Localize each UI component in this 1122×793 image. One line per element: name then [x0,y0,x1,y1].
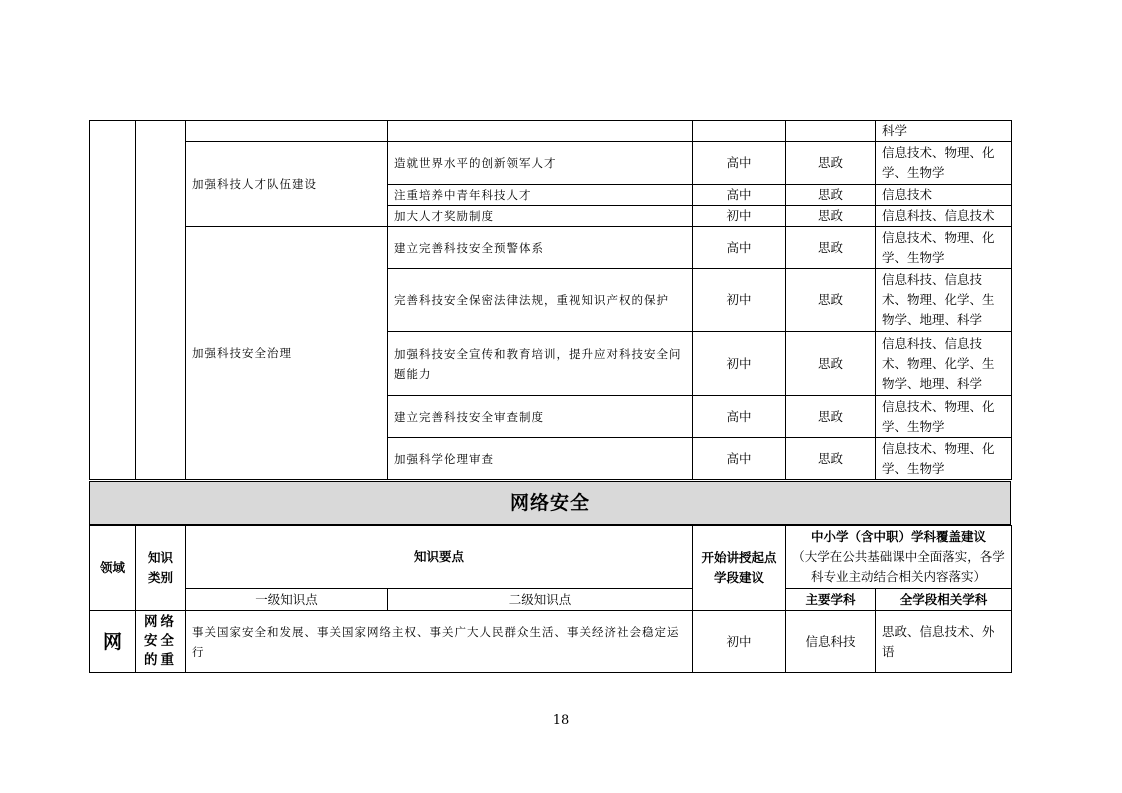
level1-cell: 加强科技安全治理 [186,227,388,480]
table-row [90,611,1012,673]
table-row [90,121,1012,142]
stage-cell: 高中 [693,185,786,206]
main-subject-cell: 思政 [786,142,876,185]
table-row [90,142,1012,185]
main-subject-cell [786,121,876,142]
header-all-subjects: 全学段相关学科 [876,589,1012,611]
main-subject-cell: 思政 [786,396,876,438]
header-stage: 开始讲授起点学段建议 [693,526,786,611]
all-subjects-cell: 信息技术、物理、化学、生物学 [876,396,1012,438]
knowledge-table-continued [89,120,1012,480]
all-subjects-cell: 信息科技、信息技术、物理、化学、生物学、地理、科学 [876,332,1012,396]
category-cell [136,121,186,480]
all-subjects-cell: 科学 [876,121,1012,142]
category-cell: 网络安全的重 [136,611,186,673]
stage-cell: 初中 [693,206,786,227]
all-subjects-cell: 信息技术、物理、化学、生物学 [876,142,1012,185]
section-title: 网络安全 [90,482,1011,525]
stage-cell: 初中 [693,269,786,332]
level1-cell: 加强科技人才队伍建设 [186,142,388,227]
all-subjects-cell: 信息科技、信息技术、物理、化学、生物学、地理、科学 [876,269,1012,332]
all-subjects-cell: 信息技术、物理、化学、生物学 [876,438,1012,480]
level2-cell: 加大人才奖励制度 [388,206,693,227]
header-category: 知识类别 [136,526,186,611]
domain-cell [90,121,136,480]
section-banner [89,481,1011,525]
all-subjects-cell: 信息技术、物理、化学、生物学 [876,227,1012,269]
header-coverage-title: 中小学（含中职）学科覆盖建议 [811,529,987,544]
page-number: 18 [552,713,570,728]
stage-cell: 初中 [693,611,786,673]
header-coverage [786,526,1012,589]
header-main-subject: 主要学科 [786,589,876,611]
table-header-row [90,526,1012,589]
level2-cell: 建立完善科技安全审查制度 [388,396,693,438]
level2-cell: 注重培养中青年科技人才 [388,185,693,206]
level2-cell: 完善科技安全保密法律法规，重视知识产权的保护 [388,269,693,332]
domain-cell: 网 [90,611,136,673]
table-row [90,227,1012,269]
stage-cell: 初中 [693,332,786,396]
header-level1: 一级知识点 [186,589,388,611]
main-subject-cell: 思政 [786,269,876,332]
all-subjects-cell: 信息科技、信息技术 [876,206,1012,227]
stage-cell [693,121,786,142]
network-security-table [89,525,1012,673]
main-subject-cell: 思政 [786,438,876,480]
level2-cell: 建立完善科技安全预警体系 [388,227,693,269]
header-domain: 领域 [90,526,136,611]
level2-cell: 加强科学伦理审查 [388,438,693,480]
header-coverage-note: （大学在公共基础课中全面落实，各学科专业主动结合相关内容落实） [792,549,1005,584]
table-subheader-row [90,589,1012,611]
level2-cell: 造就世界水平的创新领军人才 [388,142,693,185]
level2-cell [388,121,693,142]
main-subject-cell: 思政 [786,332,876,396]
main-subject-cell: 思政 [786,227,876,269]
level2-cell: 加强科技安全宣传和教育培训，提升应对科技安全问题能力 [388,332,693,396]
header-level2: 二级知识点 [388,589,693,611]
stage-cell: 高中 [693,142,786,185]
stage-cell: 高中 [693,438,786,480]
level1-cell [186,121,388,142]
all-subjects-cell: 信息技术 [876,185,1012,206]
main-subject-cell: 思政 [786,185,876,206]
stage-cell: 高中 [693,227,786,269]
main-subject-cell: 思政 [786,206,876,227]
stage-cell: 高中 [693,396,786,438]
header-points: 知识要点 [186,526,693,589]
all-subjects-cell: 思政、信息技术、外语 [876,611,1012,673]
main-subject-cell: 信息科技 [786,611,876,673]
points-cell: 事关国家安全和发展、事关国家网络主权、事关广大人民群众生活、事关经济社会稳定运行 [186,611,693,673]
